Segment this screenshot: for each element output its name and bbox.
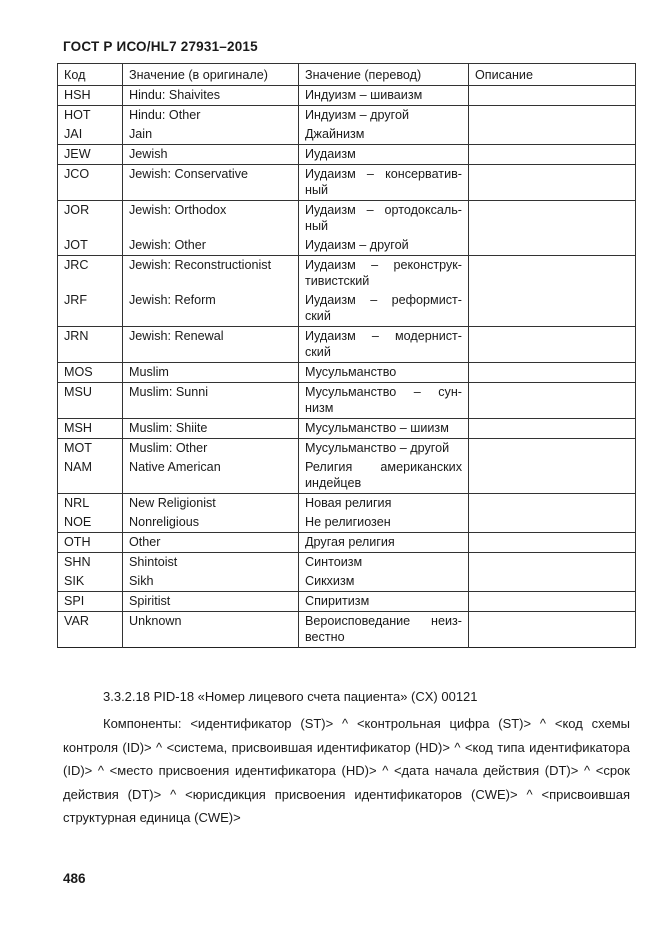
translation-line: Иудаизм – реконструк- <box>305 258 462 272</box>
table-row <box>58 513 636 533</box>
code-cell: JEW <box>58 145 123 165</box>
description-cell <box>469 236 636 256</box>
translation-line: Вероисповедание неиз- <box>305 614 462 628</box>
original-value-cell: Jain <box>123 125 299 145</box>
description-cell <box>469 327 636 363</box>
code-cell: HSH <box>58 86 123 106</box>
translation-line: Мусульманство – шиизм <box>305 421 449 435</box>
translation-line: тивистский <box>305 274 370 288</box>
column-header-original: Значение (в оригинале) <box>123 64 299 86</box>
code-cell: NOE <box>58 513 123 533</box>
code-cell: MSU <box>58 383 123 419</box>
table-row <box>58 592 636 612</box>
translation-line: Мусульманство – другой <box>305 441 450 455</box>
code-cell: JOT <box>58 236 123 256</box>
code-cell: JRF <box>58 291 123 327</box>
original-value-cell: New Religionist <box>123 494 299 514</box>
original-value-cell: Spiritist <box>123 592 299 612</box>
translation-cell <box>299 201 469 237</box>
table-row <box>58 458 636 494</box>
translation-cell <box>299 165 469 201</box>
original-value-cell: Jewish: Reform <box>123 291 299 327</box>
translation-cell <box>299 291 469 327</box>
table-row <box>58 363 636 383</box>
description-cell <box>469 612 636 648</box>
column-header-translation: Значение (перевод) <box>299 64 469 86</box>
description-cell <box>469 419 636 439</box>
components-paragraph: Компоненты: <идентификатор (ST)> ^ <контрольная цифра (ST)> ^ <код схемы контроля (ID)> ^ <система, присвоившая идентификатор (HD)> ^ <код типа идентификатора (ID)> ^ <место присвоения идентификатора (HD)> ^ <дата начала действия (DT)> ^ <срок действия (DT)> ^ <юрисдикция присвоения идентификаторов (CWE)> ^ <присвоившая структурная единица (CWE)> <box>63 716 630 825</box>
translation-cell <box>299 125 469 145</box>
original-value-cell: Other <box>123 533 299 553</box>
translation-line: Индуизм – шиваизм <box>305 88 423 102</box>
description-cell <box>469 256 636 292</box>
translation-line: Мусульманство <box>305 365 397 379</box>
translation-line: Другая религия <box>305 535 395 549</box>
original-value-cell: Jewish: Conservative <box>123 165 299 201</box>
original-value-cell: Native American <box>123 458 299 494</box>
translation-line: Не религиозен <box>305 515 391 529</box>
translation-cell <box>299 86 469 106</box>
translation-line: низм <box>305 401 334 415</box>
translation-line: Иудаизм – другой <box>305 238 409 252</box>
description-cell <box>469 572 636 592</box>
original-value-cell: Muslim <box>123 363 299 383</box>
table-row <box>58 439 636 459</box>
translation-cell <box>299 494 469 514</box>
translation-line: Спиритизм <box>305 594 370 608</box>
table-row <box>58 86 636 106</box>
translation-cell <box>299 439 469 459</box>
table-row <box>58 236 636 256</box>
translation-line: Иудаизм – модернист- <box>305 329 462 343</box>
translation-cell <box>299 458 469 494</box>
translation-line: Религия американских <box>305 460 462 474</box>
document-header: ГОСТ Р ИСО/HL7 27931–2015 <box>63 39 258 54</box>
table-row <box>58 125 636 145</box>
translation-line: ский <box>305 345 331 359</box>
code-cell: NAM <box>58 458 123 494</box>
translation-line: Иудаизм – ортодоксаль- <box>305 203 462 217</box>
description-cell <box>469 494 636 514</box>
translation-cell <box>299 513 469 533</box>
table-header-row <box>58 64 636 86</box>
code-cell: MOS <box>58 363 123 383</box>
description-cell <box>469 201 636 237</box>
table-row <box>58 533 636 553</box>
description-cell <box>469 363 636 383</box>
table-row <box>58 106 636 126</box>
description-cell <box>469 458 636 494</box>
translation-line: Джайнизм <box>305 127 365 141</box>
table-row <box>58 291 636 327</box>
code-cell: SPI <box>58 592 123 612</box>
original-value-cell: Shintoist <box>123 553 299 573</box>
translation-cell <box>299 419 469 439</box>
description-cell <box>469 145 636 165</box>
table-row <box>58 572 636 592</box>
original-value-cell: Muslim: Shiite <box>123 419 299 439</box>
description-cell <box>469 106 636 126</box>
code-cell: JAI <box>58 125 123 145</box>
translation-line: ный <box>305 219 329 233</box>
code-cell: VAR <box>58 612 123 648</box>
page-number: 486 <box>63 871 86 886</box>
translation-cell <box>299 612 469 648</box>
description-cell <box>469 291 636 327</box>
column-header-description: Описание <box>469 64 636 86</box>
original-value-cell: Hindu: Shaivites <box>123 86 299 106</box>
translation-line: вестно <box>305 630 345 644</box>
description-cell <box>469 553 636 573</box>
original-value-cell: Jewish <box>123 145 299 165</box>
original-value-cell: Unknown <box>123 612 299 648</box>
description-cell <box>469 513 636 533</box>
description-cell <box>469 165 636 201</box>
translation-cell <box>299 383 469 419</box>
section-heading: 3.3.2.18 PID-18 «Номер лицевого счета пациента» (CX) 00121 <box>103 689 478 704</box>
table-row <box>58 494 636 514</box>
table-row <box>58 165 636 201</box>
original-value-cell: Jewish: Renewal <box>123 327 299 363</box>
original-value-cell: Sikh <box>123 572 299 592</box>
translation-line: Мусульманство – сун- <box>305 385 462 399</box>
code-cell: SIK <box>58 572 123 592</box>
original-value-cell: Jewish: Orthodox <box>123 201 299 237</box>
code-cell: MOT <box>58 439 123 459</box>
original-value-cell: Jewish: Other <box>123 236 299 256</box>
translation-cell <box>299 572 469 592</box>
translation-line: Индуизм – другой <box>305 108 409 122</box>
table-row <box>58 419 636 439</box>
original-value-cell: Muslim: Other <box>123 439 299 459</box>
table-row <box>58 201 636 237</box>
translation-line: Сикхизм <box>305 574 355 588</box>
table-body <box>58 86 636 648</box>
original-value-cell: Hindu: Other <box>123 106 299 126</box>
translation-line: Новая религия <box>305 496 392 510</box>
table-row <box>58 145 636 165</box>
code-cell: NRL <box>58 494 123 514</box>
description-cell <box>469 86 636 106</box>
translation-cell <box>299 592 469 612</box>
description-cell <box>469 592 636 612</box>
translation-cell <box>299 145 469 165</box>
description-cell <box>469 125 636 145</box>
translation-line: ский <box>305 309 331 323</box>
original-value-cell: Nonreligious <box>123 513 299 533</box>
table-row <box>58 256 636 292</box>
description-cell <box>469 439 636 459</box>
translation-cell <box>299 363 469 383</box>
code-cell: SHN <box>58 553 123 573</box>
original-value-cell: Muslim: Sunni <box>123 383 299 419</box>
code-cell: HOT <box>58 106 123 126</box>
translation-line: Иудаизм – консерватив- <box>305 167 462 181</box>
religion-codes-table <box>57 63 636 648</box>
translation-line: Иудаизм – реформист- <box>305 293 462 307</box>
translation-line: индейцев <box>305 476 362 490</box>
code-cell: JRC <box>58 256 123 292</box>
translation-cell <box>299 327 469 363</box>
translation-cell <box>299 553 469 573</box>
code-cell: JRN <box>58 327 123 363</box>
translation-line: ный <box>305 183 329 197</box>
description-cell <box>469 383 636 419</box>
translation-cell <box>299 256 469 292</box>
code-cell: OTH <box>58 533 123 553</box>
code-cell: MSH <box>58 419 123 439</box>
description-cell <box>469 533 636 553</box>
table-row <box>58 612 636 648</box>
code-cell: JCO <box>58 165 123 201</box>
table-row <box>58 327 636 363</box>
translation-cell <box>299 106 469 126</box>
table-row <box>58 553 636 573</box>
column-header-code: Код <box>58 64 123 86</box>
table-row <box>58 383 636 419</box>
code-cell: JOR <box>58 201 123 237</box>
translation-cell <box>299 533 469 553</box>
translation-line: Иудаизм <box>305 147 356 161</box>
translation-line: Синтоизм <box>305 555 363 569</box>
original-value-cell: Jewish: Reconstructionist <box>123 256 299 292</box>
translation-cell <box>299 236 469 256</box>
